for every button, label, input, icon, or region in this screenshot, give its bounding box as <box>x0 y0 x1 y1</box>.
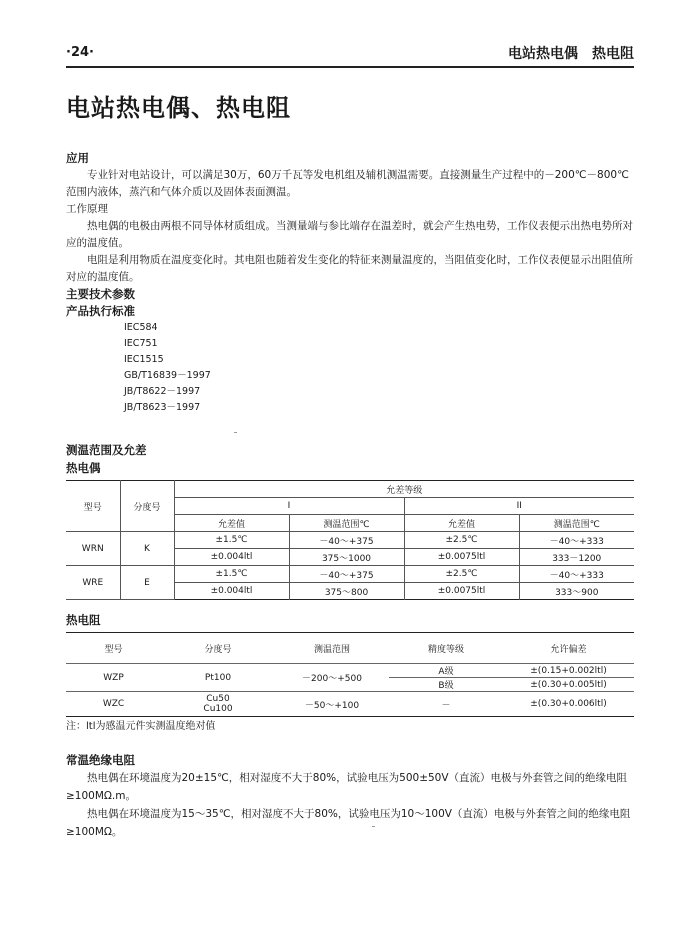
intro-section <box>66 150 634 416</box>
header-tolerance: 允差值 <box>404 515 519 532</box>
standard-item: IEC584 <box>124 322 158 333</box>
standard-item: IEC751 <box>124 338 158 349</box>
cell-graduation-2: Cu100 <box>203 704 233 714</box>
table-row <box>66 566 634 583</box>
cell-tolerance: ±0.004ltl <box>174 549 289 566</box>
cell-range: －40～+375 <box>289 566 404 583</box>
thermocouple-table <box>66 480 634 600</box>
page-number: ·24· <box>66 45 94 60</box>
running-title: 电站热电偶 热电阻 <box>508 46 634 62</box>
header-deviation: 允许偏差 <box>550 644 587 655</box>
cell-range: －40～+333 <box>519 566 634 583</box>
page-title: 电站热电偶、热电阻 <box>66 94 291 122</box>
cell-tolerance: ±2.5℃ <box>404 566 519 583</box>
cell-range: 333～900 <box>519 583 634 600</box>
cell-tolerance: ±1.5℃ <box>174 532 289 549</box>
cell-tolerance: ±0.004ltl <box>174 583 289 600</box>
thermocouple-heading: 热电偶 <box>66 461 101 475</box>
cell-graduation-1: Cu50 <box>206 694 230 704</box>
cell-graduation: E <box>120 566 174 600</box>
standard-item: IEC1515 <box>124 354 164 365</box>
range-heading: 测温范围及允差 <box>66 443 147 457</box>
insulation-p2: 热电偶在环境温度为15～35℃，相对湿度不大于80%，试验电压为10～100V（直流）电极与外套管之间的绝缘电阻≥100MΩ。 <box>66 808 631 838</box>
application-text: 专业针对电站设计，可以满足30万，60万千瓦等发电机组及辅机测温需要。直接测量生产过程中的－200℃－800℃范围内液体，蒸汽和气体介质以及固体表面测温。 <box>66 169 629 198</box>
rtd-table <box>66 632 634 717</box>
header-graduation: 分度号 <box>204 644 232 655</box>
cell-tolerance: ±0.0075ltl <box>404 583 519 600</box>
cell-graduation: Pt100 <box>161 664 275 692</box>
cell-tolerance: ±2.5℃ <box>404 532 519 549</box>
table-note: 注：ltl为感温元件实测温度绝对值 <box>66 721 216 732</box>
cell-model: WRN <box>66 532 120 566</box>
cell-model: WRE <box>66 566 120 600</box>
cell-range: 375～800 <box>289 583 404 600</box>
standard-item: GB/T16839－1997 <box>124 370 211 381</box>
params-heading: 主要技术参数 <box>66 287 135 301</box>
cell-model: WZP <box>66 664 161 692</box>
insulation-heading: 常温绝缘电阻 <box>66 753 135 767</box>
header-rule <box>66 66 634 68</box>
rtd-heading: 热电阻 <box>66 613 101 627</box>
principle-thermocouple: 热电偶的电极由两根不同导体材质组成。当测量端与参比端存在温差时，就会产生热电势，工作仪表便示出热电势所对应的温度值。 <box>66 220 633 249</box>
scan-speck <box>234 432 237 433</box>
table-row <box>66 692 634 717</box>
cell-tolerance: ±0.0075ltl <box>404 549 519 566</box>
cell-tolerance: ±1.5℃ <box>174 566 289 583</box>
principle-rtd: 电阻是利用物质在温度变化时。其电阻也随着发生变化的特征来测量温度的，当阻值变化时，工作仪表便显示出阻值所对应的温度值。 <box>66 254 633 283</box>
cell-range: －40～+375 <box>289 532 404 549</box>
cell-deviation: ±(0.30+0.005ltl) <box>503 678 634 692</box>
header-model: 型号 <box>104 644 123 655</box>
header-class-2: II <box>404 498 634 515</box>
table-row <box>66 664 634 678</box>
header-range: 测温范围℃ <box>289 515 404 532</box>
cell-accuracy: － <box>389 692 503 717</box>
header-graduation: 分度号 <box>120 481 174 532</box>
insulation-section <box>66 751 634 841</box>
cell-range: －40～+333 <box>519 532 634 549</box>
cell-deviation: ±(0.30+0.006ltl) <box>503 692 634 717</box>
table-row <box>66 532 634 549</box>
standard-item: JB/T8622－1997 <box>124 386 201 397</box>
header-tolerance-class: 允差等级 <box>174 481 634 498</box>
cell-range: 375～1000 <box>289 549 404 566</box>
cell-range: －50～+100 <box>275 692 389 717</box>
cell-graduation: K <box>120 532 174 566</box>
header-range: 测温范围 <box>313 644 350 655</box>
application-heading: 应用 <box>66 151 89 165</box>
cell-range: －200～+500 <box>275 664 389 692</box>
header-model: 型号 <box>66 481 120 532</box>
cell-accuracy: A级 <box>389 664 503 678</box>
header-class-1: I <box>174 498 404 515</box>
header-range: 测温范围℃ <box>519 515 634 532</box>
scan-speck <box>372 826 375 827</box>
header-tolerance: 允差值 <box>174 515 289 532</box>
cell-deviation: ±(0.15+0.002ltl) <box>503 664 634 678</box>
cell-model: WZC <box>66 692 161 717</box>
standard-item: JB/T8623－1997 <box>124 402 201 413</box>
cell-graduation <box>161 692 275 717</box>
principle-heading: 工作原理 <box>66 203 108 215</box>
standards-heading: 产品执行标准 <box>66 304 135 318</box>
header-accuracy: 精度等级 <box>427 644 464 655</box>
cell-range: 333－1200 <box>519 549 634 566</box>
cell-accuracy: B级 <box>389 678 503 692</box>
insulation-p1: 热电偶在环境温度为20±15℃，相对湿度不大于80%，试验电压为500±50V（直流）电极与外套管之间的绝缘电阻≥100MΩ.m。 <box>66 772 628 802</box>
